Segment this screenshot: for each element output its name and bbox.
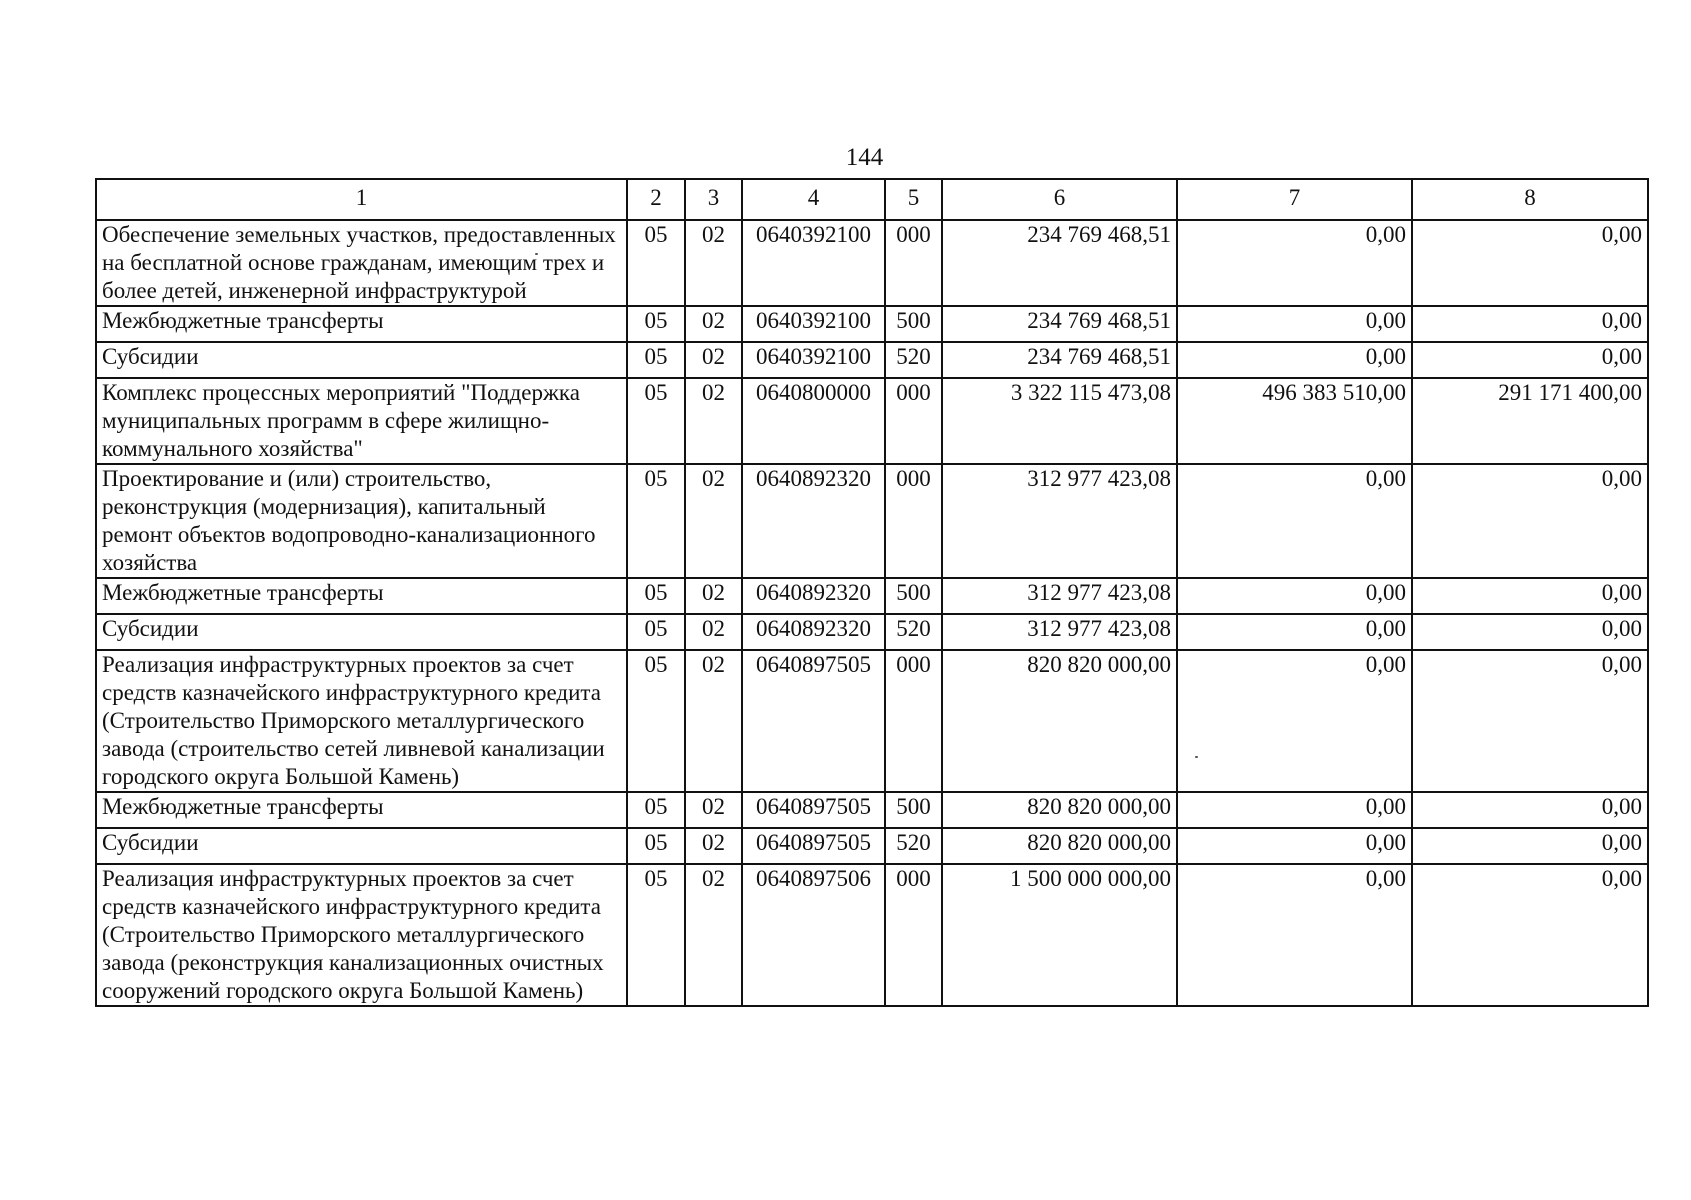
section-code: 05 [627, 864, 685, 1006]
row-name: Межбюджетные трансферты [96, 578, 627, 614]
table-row [96, 614, 1648, 650]
target-article-code: 0640892320 [742, 578, 885, 614]
row-name: Комплекс процессных мероприятий "Поддержка муниципальных программ в сфере жилищно-коммунального хозяйства" [96, 378, 627, 464]
amount-col-7: 0,00 [1177, 828, 1412, 864]
amount-col-7: 0,00 [1177, 578, 1412, 614]
amount-col-8: 0,00 [1412, 650, 1648, 792]
table-row [96, 864, 1648, 1006]
amount-col-7: 0,00 [1177, 650, 1412, 792]
amount-col-8: 291 171 400,00 [1412, 378, 1648, 464]
row-name: Реализация инфраструктурных проектов за счет средств казначейского инфраструктурного кредита (Строительство Приморского металлургического завода (реконструкция канализационных очистных сооружений городского округа Большой Камень) [96, 864, 627, 1006]
section-code: 05 [627, 650, 685, 792]
table-row [96, 342, 1648, 378]
subsection-code: 02 [685, 792, 742, 828]
row-name: Проектирование и (или) строительство, реконструкция (модернизация), капитальный ремонт объектов водопроводно-канализационного хозяйства [96, 464, 627, 578]
row-name: Реализация инфраструктурных проектов за счет средств казначейского инфраструктурного кредита (Строительство Приморского металлургического завода (строительство сетей ливневой канализации городского округа Большой Камень) [96, 650, 627, 792]
amount-col-6: 3 322 115 473,08 [942, 378, 1177, 464]
amount-col-6: 820 820 000,00 [942, 650, 1177, 792]
amount-col-7: 0,00 [1177, 792, 1412, 828]
amount-col-8: 0,00 [1412, 614, 1648, 650]
table-row [96, 578, 1648, 614]
table-row [96, 378, 1648, 464]
expense-type-code: 520 [885, 614, 942, 650]
subsection-code: 02 [685, 342, 742, 378]
section-code: 05 [627, 342, 685, 378]
expense-type-code: 000 [885, 864, 942, 1006]
table-row [96, 220, 1648, 306]
table-row [96, 650, 1648, 792]
target-article-code: 0640392100 [742, 342, 885, 378]
subsection-code: 02 [685, 650, 742, 792]
table-row [96, 792, 1648, 828]
table-body [96, 220, 1648, 1006]
expense-type-code: 520 [885, 828, 942, 864]
amount-col-7: 496 383 510,00 [1177, 378, 1412, 464]
target-article-code: 0640897506 [742, 864, 885, 1006]
target-article-code: 0640800000 [742, 378, 885, 464]
subsection-code: 02 [685, 828, 742, 864]
target-article-code: 0640392100 [742, 306, 885, 342]
section-code: 05 [627, 220, 685, 306]
table-row [96, 306, 1648, 342]
expense-type-code: 520 [885, 342, 942, 378]
header-col-7: 7 [1177, 179, 1412, 220]
amount-col-6: 234 769 468,51 [942, 220, 1177, 306]
amount-col-6: 1 500 000 000,00 [942, 864, 1177, 1006]
target-article-code: 0640897505 [742, 792, 885, 828]
row-name: Межбюджетные трансферты [96, 306, 627, 342]
row-name: Субсидии [96, 828, 627, 864]
expense-type-code: 500 [885, 578, 942, 614]
amount-col-8: 0,00 [1412, 342, 1648, 378]
row-name: Межбюджетные трансферты [96, 792, 627, 828]
amount-col-6: 234 769 468,51 [942, 306, 1177, 342]
header-col-4: 4 [742, 179, 885, 220]
header-col-8: 8 [1412, 179, 1648, 220]
target-article-code: 0640892320 [742, 614, 885, 650]
row-name: Обеспечение земельных участков, предоставленных на бесплатной основе гражданам, имеющим трех и более детей, инженерной инфраструктурой [96, 220, 627, 306]
subsection-code: 02 [685, 578, 742, 614]
table-row [96, 828, 1648, 864]
section-code: 05 [627, 578, 685, 614]
amount-col-7: 0,00 [1177, 342, 1412, 378]
amount-col-6: 312 977 423,08 [942, 464, 1177, 578]
amount-col-6: 820 820 000,00 [942, 828, 1177, 864]
subsection-code: 02 [685, 464, 742, 578]
expense-type-code: 500 [885, 792, 942, 828]
amount-col-6: 312 977 423,08 [942, 614, 1177, 650]
row-name: Субсидии [96, 342, 627, 378]
amount-col-8: 0,00 [1412, 864, 1648, 1006]
target-article-code: 0640892320 [742, 464, 885, 578]
section-code: 05 [627, 828, 685, 864]
expense-type-code: 000 [885, 220, 942, 306]
target-article-code: 0640897505 [742, 650, 885, 792]
amount-col-6: 234 769 468,51 [942, 342, 1177, 378]
expense-type-code: 000 [885, 378, 942, 464]
header-col-3: 3 [685, 179, 742, 220]
amount-col-8: 0,00 [1412, 828, 1648, 864]
row-name: Субсидии [96, 614, 627, 650]
amount-col-7: 0,00 [1177, 464, 1412, 578]
budget-table [95, 178, 1649, 1007]
amount-col-8: 0,00 [1412, 306, 1648, 342]
subsection-code: 02 [685, 614, 742, 650]
target-article-code: 0640392100 [742, 220, 885, 306]
header-col-2: 2 [627, 179, 685, 220]
amount-col-7: 0,00 [1177, 614, 1412, 650]
amount-col-8: 0,00 [1412, 220, 1648, 306]
section-code: 05 [627, 464, 685, 578]
amount-col-6: 820 820 000,00 [942, 792, 1177, 828]
table-header [96, 179, 1648, 220]
expense-type-code: 500 [885, 306, 942, 342]
header-col-6: 6 [942, 179, 1177, 220]
amount-col-6: 312 977 423,08 [942, 578, 1177, 614]
expense-type-code: 000 [885, 464, 942, 578]
amount-col-8: 0,00 [1412, 792, 1648, 828]
header-col-5: 5 [885, 179, 942, 220]
subsection-code: 02 [685, 306, 742, 342]
amount-col-7: 0,00 [1177, 220, 1412, 306]
table-row [96, 464, 1648, 578]
section-code: 05 [627, 614, 685, 650]
amount-col-8: 0,00 [1412, 464, 1648, 578]
section-code: 05 [627, 378, 685, 464]
amount-col-7: 0,00 [1177, 306, 1412, 342]
amount-col-7: 0,00 [1177, 864, 1412, 1006]
subsection-code: 02 [685, 864, 742, 1006]
subsection-code: 02 [685, 378, 742, 464]
header-col-1: 1 [96, 179, 627, 220]
subsection-code: 02 [685, 220, 742, 306]
page-number: 144 [845, 144, 884, 171]
header-row [96, 179, 1648, 220]
section-code: 05 [627, 792, 685, 828]
section-code: 05 [627, 306, 685, 342]
amount-col-8: 0,00 [1412, 578, 1648, 614]
target-article-code: 0640897505 [742, 828, 885, 864]
expense-type-code: 000 [885, 650, 942, 792]
